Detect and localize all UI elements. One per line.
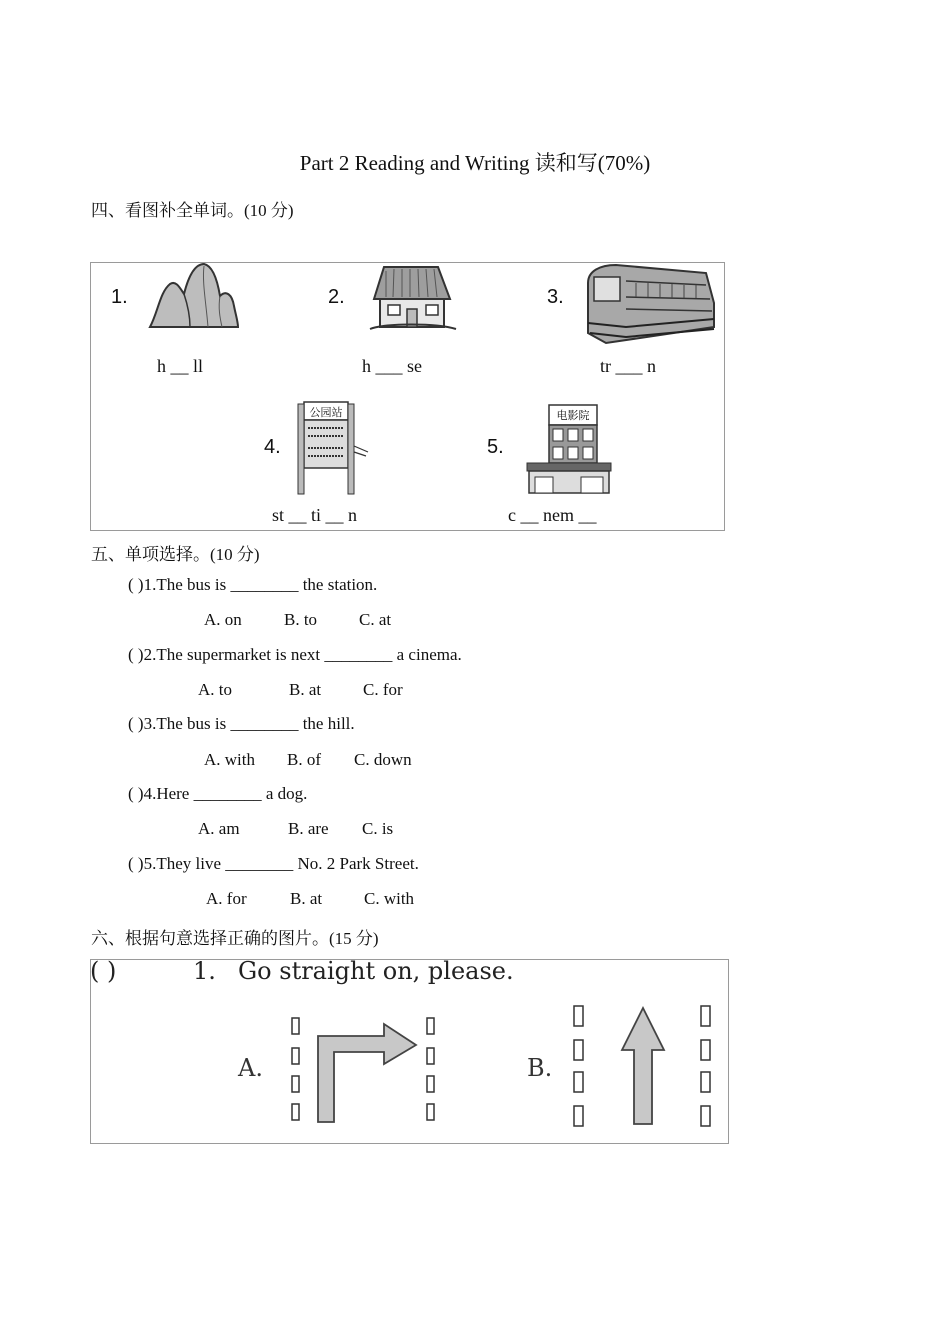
question-4-option-c: C. is [362,819,394,838]
question-5-option-c: C. with [364,889,415,908]
item-number-3: 3. [547,286,564,308]
question-1-option-a: A. on [204,610,242,629]
question-1-option-b: B. to [284,610,318,629]
question-2-option-a: A. to [198,680,232,699]
section6-heading: 六、根据句意选择正确的图片。(15 分) [91,929,379,948]
bus-stop-sign-icon [294,400,374,496]
option-b-label: B. [527,1054,553,1082]
question-1-stem: ( )1.The bus is ________ the station. [128,575,378,594]
item-word-5: c __ nem __ [508,505,597,525]
question-5-option-a: A. for [206,889,247,908]
item-word-4: st __ ti __ n [272,505,358,525]
question-5-stem: ( )5.They live ________ No. 2 Park Street. [128,854,419,873]
straight-arrow-icon [572,1004,714,1130]
item-number-2: 2. [328,286,345,308]
page-title: Part 2 Reading and Writing 读和写(70%) [299,151,651,175]
question-3-option-b: B. of [287,750,321,769]
question-2-option-c: C. for [363,680,403,699]
question-2-option-b: B. at [289,680,322,699]
item-number-5: 5. [487,436,504,458]
mountain-icon [148,262,240,330]
section6-question-number: 1. [193,957,216,985]
item-number-4: 4. [264,436,281,458]
house-icon [366,263,458,333]
question-4-option-a: A. am [198,819,240,838]
turn-right-arrow-icon [288,1016,440,1124]
section6-answer-paren: ( ) [90,957,117,985]
question-1-option-c: C. at [359,610,392,629]
question-4-stem: ( )4.Here ________ a dog. [128,784,308,803]
question-3-option-a: A. with [204,750,255,769]
item-word-1: h __ ll [157,356,204,376]
item-number-1: 1. [111,286,128,308]
question-4-option-b: B. are [288,819,329,838]
item-word-2: h ___ se [362,356,422,376]
section5-heading: 五、单项选择。(10 分) [91,545,260,564]
train-icon [586,263,716,345]
section4-heading: 四、看图补全单词。(10 分) [91,201,294,220]
bus-stop-sign-text: 公园站 [309,406,343,419]
option-a-label: A. [238,1054,263,1082]
section6-question-text: Go straight on, please. [238,957,514,985]
question-2-stem: ( )2.The supermarket is next ________ a cinema. [128,645,462,664]
question-3-stem: ( )3.The bus is ________ the hill. [128,714,355,733]
cinema-sign-text: 电影院 [556,409,590,422]
cinema-building-icon [525,403,613,495]
item-word-3: tr ___ n [600,356,656,376]
question-5-option-b: B. at [290,889,323,908]
question-3-option-c: C. down [354,750,412,769]
